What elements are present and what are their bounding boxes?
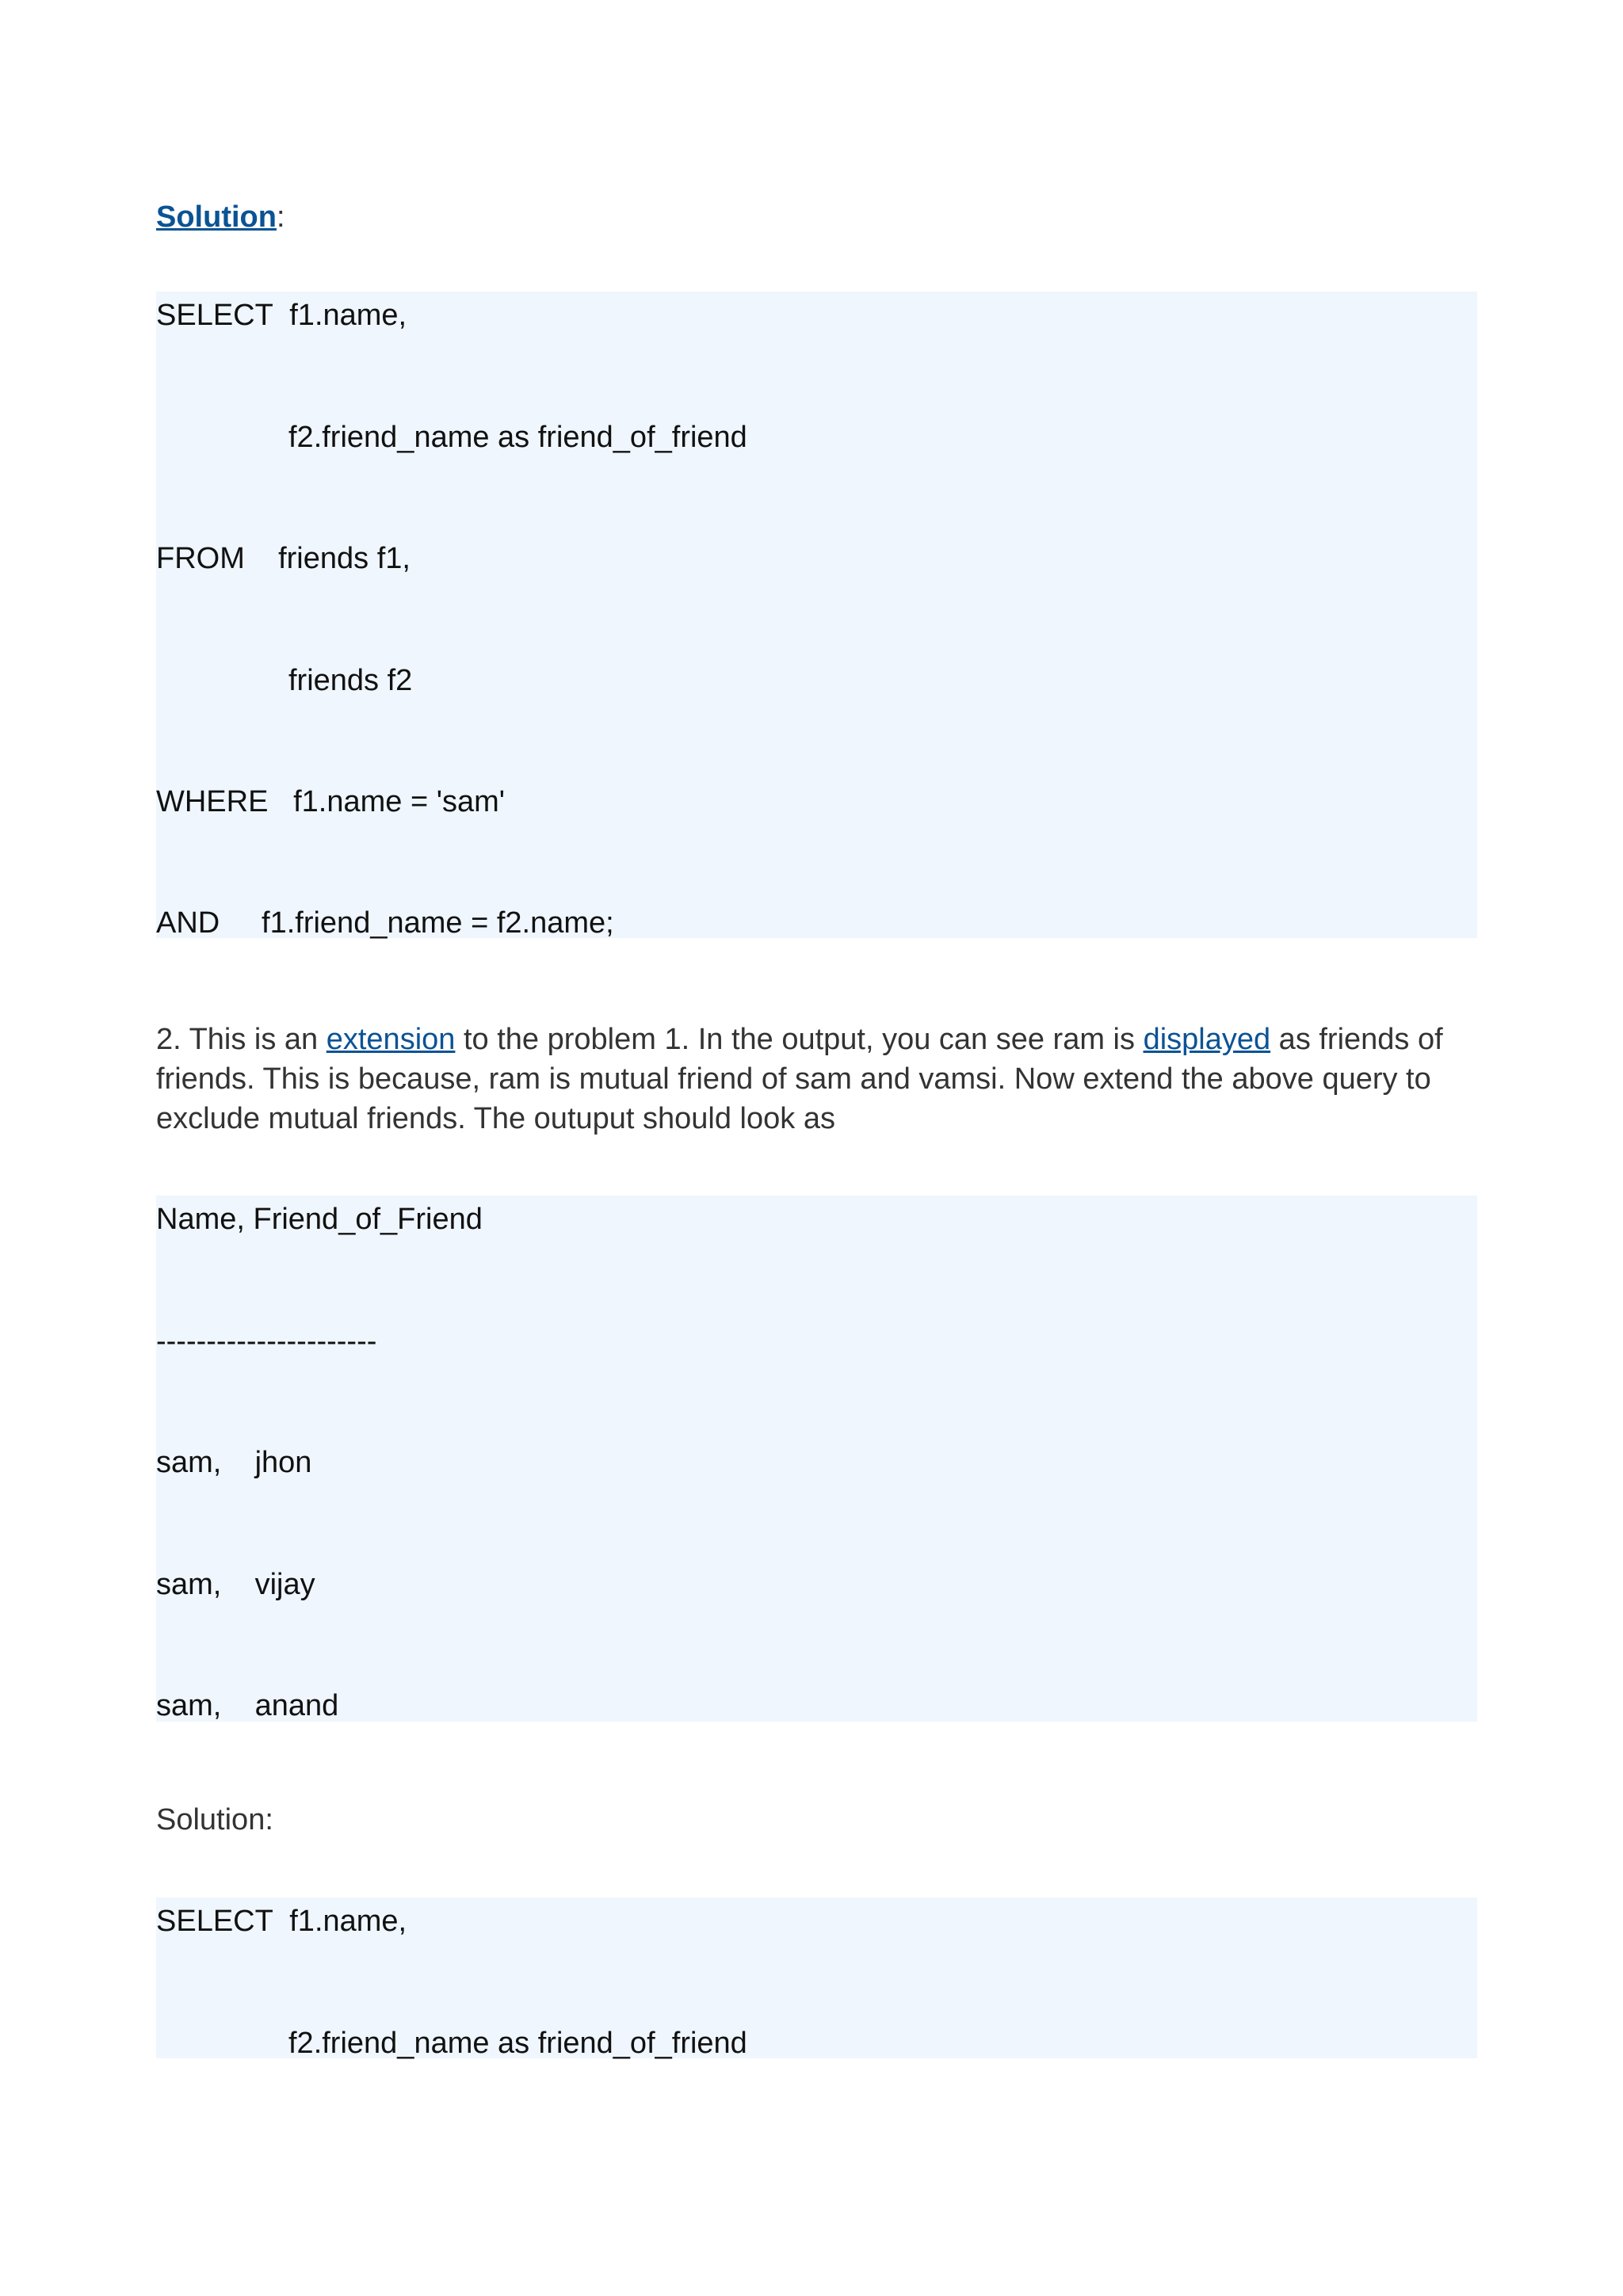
problem2-paragraph xyxy=(156,1020,1487,1138)
query1-line-1: SELECT f1.name, xyxy=(156,299,407,332)
output-header-line: Name, Friend_of_Friend xyxy=(156,1203,483,1236)
query1-line-4: friends f2 xyxy=(288,664,413,697)
query1-line-5: WHERE f1.name = 'sam' xyxy=(156,785,506,818)
output-row-2: sam, vijay xyxy=(156,1568,315,1601)
output-row-3: sam, anand xyxy=(156,1689,339,1722)
problem2-text-1: 2. This is an xyxy=(156,1023,327,1056)
solution-link[interactable]: Solution xyxy=(156,200,277,234)
query2-line-2: f2.friend_name as friend_of_friend xyxy=(288,2027,747,2060)
displayed-link[interactable]: displayed xyxy=(1143,1023,1271,1056)
query2-code-block xyxy=(156,1897,1477,2058)
query1-line-2: f2.friend_name as friend_of_friend xyxy=(288,421,747,454)
query1-line-6: AND f1.friend_name = f2.name; xyxy=(156,906,614,940)
solution-colon: : xyxy=(276,200,285,234)
solution-heading xyxy=(156,196,285,238)
output-row-1: sam, jhon xyxy=(156,1446,312,1479)
problem2-text-3: as friends of friends. This is because, ram is mutual friend of sam and vamsi. Now extend the above query to exclude mutual friends. The outuput should look as xyxy=(156,1023,1443,1135)
extension-link[interactable]: extension xyxy=(326,1023,456,1056)
output-code-block xyxy=(156,1196,1477,1722)
solution2-label: Solution: xyxy=(156,1803,273,1836)
query1-line-3: FROM friends f1, xyxy=(156,542,411,575)
output-separator-line: ---------------------- xyxy=(156,1325,377,1358)
query2-line-1: SELECT f1.name, xyxy=(156,1905,407,1938)
query1-code-block xyxy=(156,292,1477,938)
problem2-text-2: to the problem 1. In the output, you can see ram is xyxy=(455,1023,1144,1056)
